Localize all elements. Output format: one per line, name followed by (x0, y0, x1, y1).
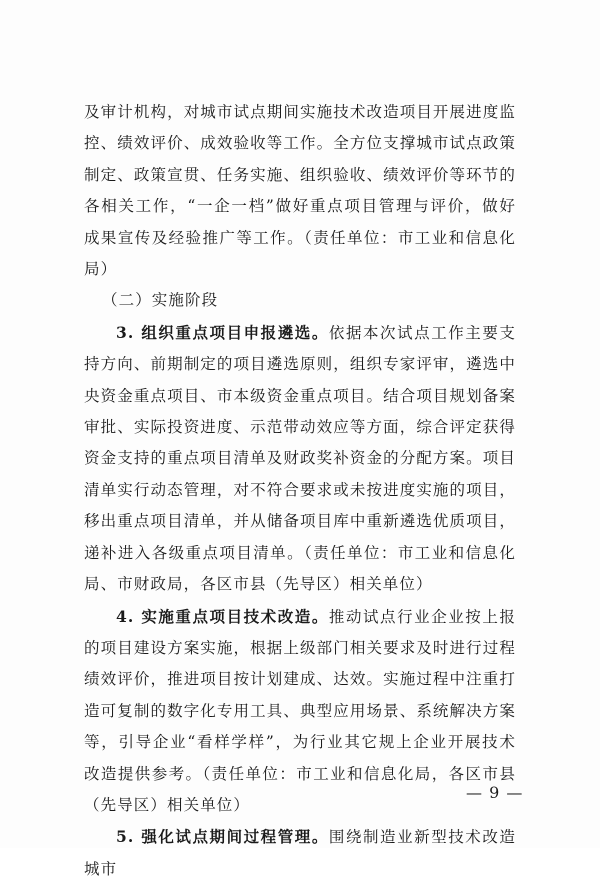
item-3-paragraph (84, 317, 516, 601)
item-5-body: 围绕制造业新型技术改造城市 (84, 828, 516, 878)
item-5-paragraph (84, 821, 516, 885)
section-heading: （二）实施阶段 (102, 291, 219, 310)
page-number: — 9 — (466, 783, 524, 802)
item-4-paragraph (84, 601, 516, 822)
item-4-title: 4. 实施重点项目技术改造。 (116, 606, 329, 626)
item-3-body: 依据本次试点工作主要支持方向、前期制定的项目遴选原则，组织专家评审，遴选中央资金重点项目、市本级资金重点项目。结合项目规划备案审批、实际投资进度、示范带动效应等方面，综合评定获得资金支持的重点项目清单及财政奖补资金的分配方案。项目清单实行动态管理，对不符合要求或未按进度实施的项目，移出重点项目清单，并从储备项目库中重新遴选优质项目，递补进入各级重点项目清单。（责任单位：市工业和信息化局、市财政局，各区市县（先导区）相关单位） (84, 323, 516, 594)
item-3-title: 3. 组织重点项目申报遴选。 (116, 322, 329, 342)
item-5-title: 5. 强化试点期间过程管理。 (116, 827, 329, 847)
paragraph-continuation: 及审计机构，对城市试点期间实施技术改造项目开展进度监控、绩效评价、成效验收等工作。全方位支撑城市试点政策制定、政策宣贯、任务实施、组织验收、绩效评价等环节的各相关工作，“一企一档”做好重点项目管理与评价，做好成果宣传及经验推广等工作。（责任单位：市工业和信息化局） (84, 103, 516, 279)
document-body (84, 97, 516, 885)
item-4-body: 推动试点行业企业按上报的项目建设方案实施，根据上级部门相关要求及时进行过程绩效评价，推进项目按计划建成、达效。实施过程中注重打造可复制的数字化专用工具、典型应用场景、系统解决方案等，引导企业“看样学样”，为行业其它规上企业开展技术改造提供参考。（责任单位：市工业和信息化局，各区市县（先导区）相关单位） (84, 607, 516, 814)
